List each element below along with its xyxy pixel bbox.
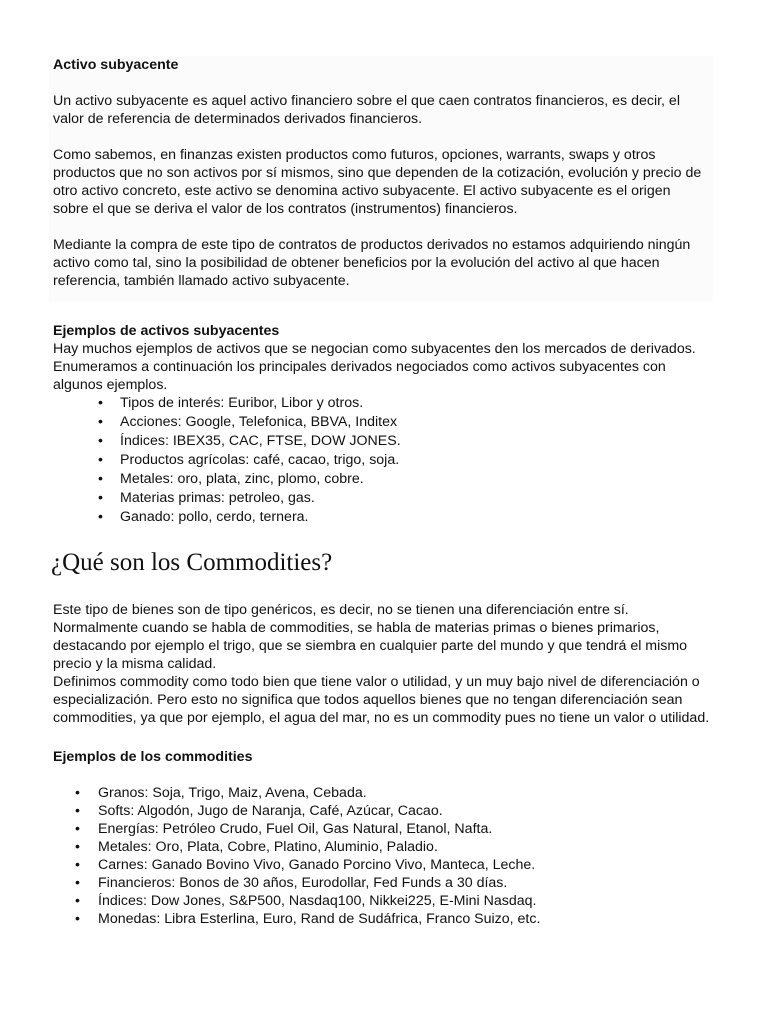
list-item: • Tipos de interés: Euribor, Libor y otros. — [98, 395, 364, 411]
list-item: • Granos: Soja, Trigo, Maiz, Avena, Cebada. — [75, 785, 367, 801]
page-title: ¿Qué son los Commodities? — [51, 549, 333, 576]
bullet-list — [53, 394, 713, 527]
list-item: • Monedas: Libra Esterlina, Euro, Rand de Sudáfrica, Franco Suizo, etc. — [75, 911, 541, 927]
paragraph: Un activo subyacente es aquel activo financiero sobre el que caen contratos financieros, es decir, el valor de referencia de determinados derivados financieros. — [53, 93, 680, 127]
paragraph: Definimos commodity como todo bien que tiene valor o utilidad, y un muy bajo nivel de diferenciación o especialización. Pero esto no significa que todos aquellos bienes que no tengan diferenciación sean commodities, ya que por ejemplo, el agua del mar, no es un commodity pues no tiene un valor o utilidad. — [53, 674, 710, 726]
list-item: • Energías: Petróleo Crudo, Fuel Oil, Gas Natural, Etanol, Nafta. — [75, 821, 493, 837]
section-ejemplos-commodities — [53, 748, 713, 928]
list-item: • Materias primas: petroleo, gas. — [98, 490, 315, 506]
section-ejemplos-subyacentes — [53, 322, 713, 527]
section-heading: Ejemplos de activos subyacentes — [53, 323, 280, 339]
section-heading: Ejemplos de los commodities — [53, 749, 253, 765]
list-item: • Acciones: Google, Telefonica, BBVA, Inditex — [98, 414, 398, 430]
document-page — [53, 56, 713, 928]
list-item: • Ganado: pollo, cerdo, ternera. — [98, 509, 309, 525]
list-item: • Índices: Dow Jones, S&P500, Nasdaq100, Nikkei225, E-Mini Nasdaq. — [75, 893, 537, 909]
paragraph: Hay muchos ejemplos de activos que se negocian como subyacentes den los mercados de derivados. Enumeramos a continuación los principales derivados negociados como activos subyacentes con algunos ejemplos. — [53, 341, 696, 393]
section-commodities — [53, 601, 713, 727]
paragraph: Este tipo de bienes son de tipo genéricos, es decir, no se tienen una diferenciación entre sí. Normalmente cuando se habla de commodities, se habla de materias primas o bienes primarios, destacando por ejemplo el trigo, que se siembra en cualquier parte del mundo y que tendrá el mismo precio y la misma calidad. — [53, 602, 688, 672]
list-item: • Softs: Algodón, Jugo de Naranja, Café, Azúcar, Cacao. — [75, 803, 443, 819]
bullet-list — [53, 784, 713, 928]
section-heading: Activo subyacente — [53, 57, 179, 73]
paragraph: Como sabemos, en finanzas existen productos como futuros, opciones, warrants, swaps y otros productos que no son activos por sí mismos, sino que dependen de la cotización, evolución y precio de otro activo concreto, este activo se denomina activo subyacente. El activo subyacente es el origen sobre el que se deriva el valor de los contratos (instrumentos) financieros. — [53, 147, 702, 217]
list-item: • Metales: oro, plata, zinc, plomo, cobre. — [98, 471, 364, 487]
paragraph: Mediante la compra de este tipo de contratos de productos derivados no estamos adquiriendo ningún activo como tal, sino la posibilidad de obtener beneficios por la evolución del activo al que hacen referencia, también llamado activo subyacente. — [53, 237, 691, 289]
list-item: • Financieros: Bonos de 30 años, Eurodollar, Fed Funds a 30 días. — [75, 875, 508, 891]
list-item: • Índices: IBEX35, CAC, FTSE, DOW JONES. — [98, 433, 401, 449]
section-activo-subyacente — [49, 56, 713, 302]
list-item: • Carnes: Ganado Bovino Vivo, Ganado Porcino Vivo, Manteca, Leche. — [75, 857, 536, 873]
list-item: • Metales: Oro, Plata, Cobre, Platino, Aluminio, Paladio. — [75, 839, 438, 855]
list-item: • Productos agrícolas: café, cacao, trigo, soja. — [98, 452, 400, 468]
